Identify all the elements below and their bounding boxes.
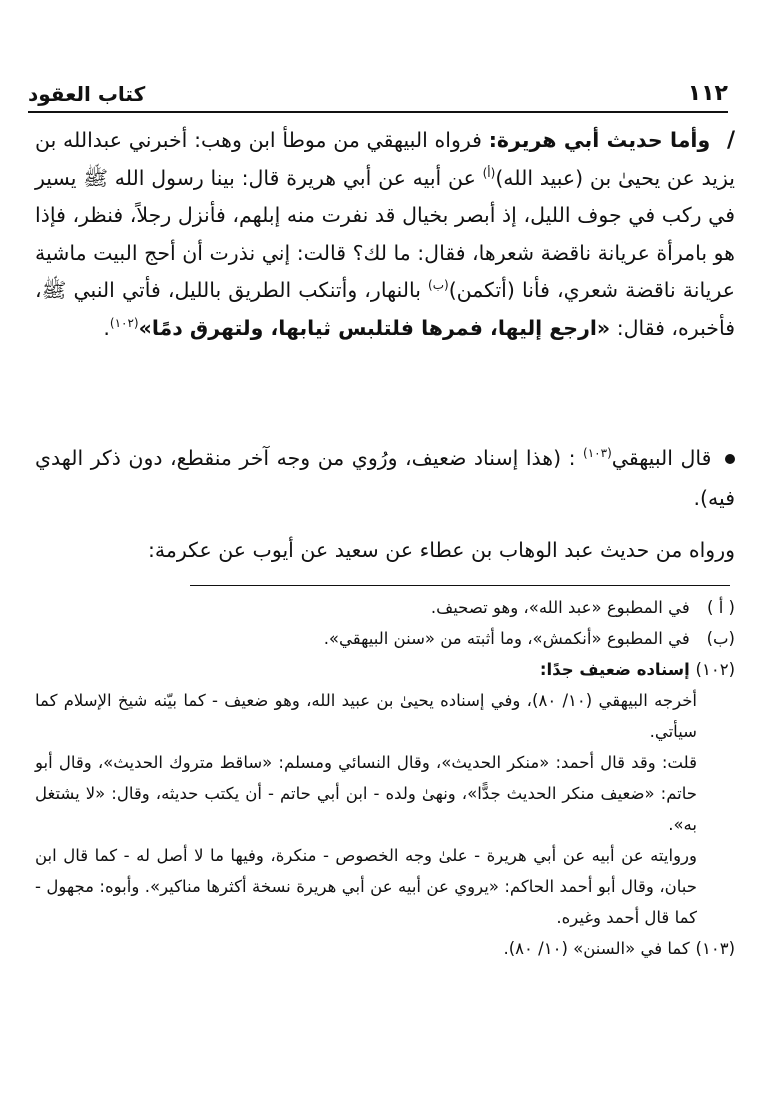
footnote-heading: إسناده ضعيف جدًا:: [539, 660, 690, 679]
footnotes: [35, 592, 735, 964]
footnote-ref: (١٠٢): [109, 315, 139, 330]
narration-paragraph: [35, 530, 735, 570]
paragraph-end: .: [103, 315, 110, 340]
footnote-ref: (ب): [428, 278, 449, 292]
footnote-102-line: أخرجه البيهقي (١٠/ ٨٠)، وفي إسناده يحيىٰ بن عبيد الله، وهو ضعيف - كما بيّنه شيخ الإسلام كما سيأتي.: [35, 691, 698, 741]
footnote-103: [35, 933, 735, 964]
bullet-icon: [725, 454, 735, 464]
footnote-a: [35, 592, 735, 623]
footnote-b: [35, 623, 735, 654]
marginal-mark: /: [726, 128, 735, 153]
hadith-quote: «ارجع إليها، فمرها فلتلبس ثيابها، ولتهرق دمًا»: [138, 315, 611, 340]
paragraph-text: ورواه من حديث عبد الوهاب بن عطاء عن سعيد عن أيوب عن عكرمة:: [147, 538, 735, 562]
page-header: [28, 80, 728, 108]
footnote-mark: (ب): [706, 629, 735, 648]
bayhaqi-paragraph: [35, 438, 735, 518]
footnote-mark: (١٠٢): [695, 660, 735, 679]
footnote-ref: (١٠٣): [583, 446, 612, 460]
footnote-text: في المطبوع «أنكمش»، وما أثبته من «سنن البيهقي».: [323, 629, 690, 648]
book-title: كتاب العقود: [28, 82, 146, 106]
page-number: ١١٢: [687, 81, 728, 106]
footnote-102-line: قلت: وقد قال أحمد: «منكر الحديث»، وقال النسائي ومسلم: «ساقط متروك الحديث»، وقال أبو حاتم: «ضعيف منكر الحديث جدًّا»، ونهىٰ ولده - ابن أبي حاتم - أن يكتب حديثه، وقال: «لا يشتغل به».: [35, 753, 697, 834]
paragraph-text: بالنهار، وأتنكب الطريق بالليل، فأتي النبي ﷺ، فأخبره، فقال:: [35, 278, 735, 340]
paragraph-text: قال البيهقي: [611, 446, 712, 470]
main-paragraph: [35, 122, 735, 347]
footnote-102-line: وروايته عن أبيه عن أبي هريرة - علىٰ وجه الخصوص - منكرة، وفيها ما لا أصل له - كما قال ابن حبان، وقال أبو أحمد الحاكم: «يروي عن أبيه عن أبي هريرة نسخة أكثرها مناكير». وأبوه: مجهول - كما قال أحمد وغيره.: [35, 846, 697, 927]
header-divider: [28, 111, 728, 113]
footnote-divider: [190, 585, 730, 586]
footnote-text: كما في «السنن» (١٠/ ٨٠).: [503, 939, 690, 958]
paragraph-text: عن أبيه عن أبي هريرة قال: بينا رسول الله ﷺ يسير في ركب في جوف الليل، إذ أبصر بخيال قد نفرت منه إبلهم، فأنزل رجلاً، فنظر، فإذا هو بامرأة عريانة ناقضة شعرها، فقال: ما لك؟ قالت: إني نذرت أن أحج البيت ماشية عريانة ناقضة شعري، فأنا (أتكمن): [35, 165, 735, 302]
footnote-text: في المطبوع «عبد الله»، وهو تصحيف.: [430, 598, 690, 617]
footnote-102: [35, 654, 735, 685]
footnote-mark: (١٠٣): [695, 939, 735, 958]
footnote-ref: (أ): [482, 165, 496, 180]
section-lead: وأما حديث أبي هريرة:: [488, 128, 711, 152]
paragraph-text: فرواه البيهقي من موطأ ابن وهب: أخبرني عبدالله بن يزيد عن يحيىٰ بن (عبيد الله): [35, 128, 735, 190]
paragraph-text: : (هذا إسناد ضعيف، ورُوي من وجه آخر منقطع، دون ذكر الهدي فيه).: [35, 446, 735, 510]
footnote-mark: ( أ ): [707, 598, 735, 617]
